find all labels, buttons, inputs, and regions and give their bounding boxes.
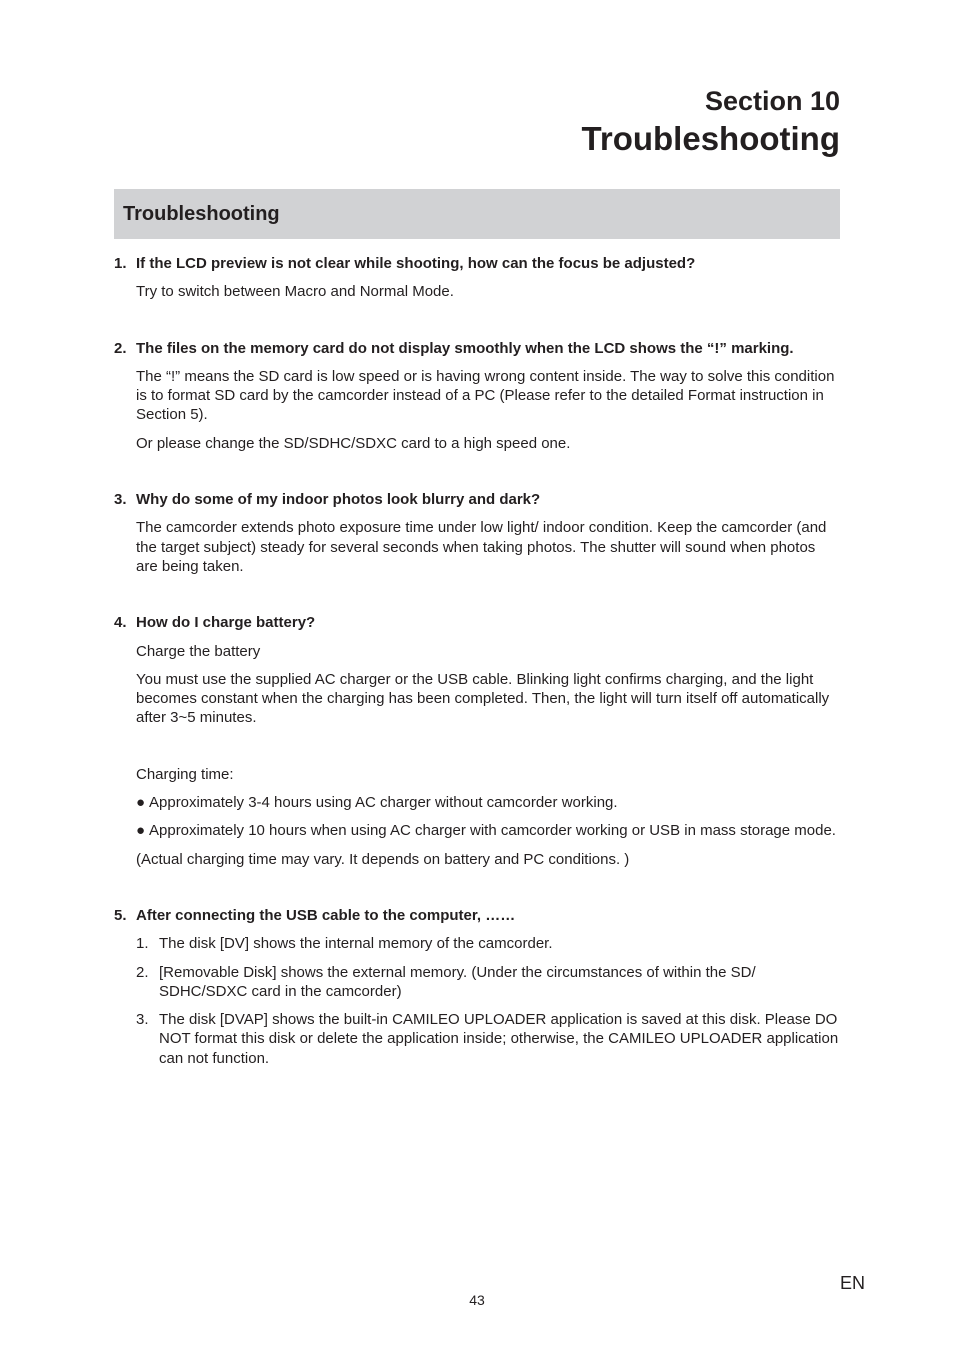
section-title: Troubleshooting [581, 120, 840, 157]
question-text: Why do some of my indoor photos look blurry and dark? [136, 491, 541, 509]
charging-time-label: Charging time: [136, 765, 234, 783]
answer-2-paragraph-1: The “!” means the SD card is low speed or is having wrong content inside. The way to solve this condition is to format SD card by the camcorder instead of a PC (Please refer to the detailed Format instruction in Section 5). [136, 367, 835, 424]
spacer [114, 878, 840, 906]
question-4 [114, 613, 840, 632]
question-text: How do I charge battery? [136, 614, 316, 632]
answer-3: The camcorder extends photo exposure time under low light/ indoor condition. Keep the camcorder (and the target subject) steady for several seconds when taking photos. The shutter will sound when photos are being taken. [136, 519, 827, 575]
answer-1: Try to switch between Macro and Normal Mode. [136, 283, 454, 301]
list-number: 3. [136, 1011, 149, 1029]
answer-4-note: (Actual charging time may vary. It depends on battery and PC conditions. ) [136, 850, 630, 868]
answer-4-paragraph-2: You must use the supplied AC charger or the USB cable. Blinking light confirms charging, and the light becomes constant when the charging has been completed. Then, the light will turn itself off automatically after 3~5 minutes. [136, 670, 830, 727]
question-2 [114, 339, 840, 358]
list-item [136, 934, 840, 953]
list-number: 1. [136, 935, 149, 953]
question-text: After connecting the USB cable to the computer, …… [136, 906, 516, 924]
question-number: 1. [114, 255, 127, 272]
spacer [114, 585, 840, 613]
question-number: 4. [114, 614, 127, 632]
list-number: 2. [136, 963, 149, 981]
question-number: 3. [114, 491, 127, 509]
list-text: The disk [DVAP] shows the built-in CAMILEO UPLOADER application is saved at this disk. Please DO NOT format this disk or delete the application inside; otherwise, the CAMILEO UPLOADER application can not function. [159, 1011, 839, 1067]
list-text: [Removable Disk] shows the external memory. (Under the circumstances of within the SD/ SDHC/SDXC card in the camcorder) [159, 963, 756, 1000]
question-5 [114, 906, 840, 925]
question-number: 5. [114, 906, 127, 924]
spacer [114, 311, 840, 339]
question-number: 2. [114, 339, 127, 357]
question-1 [114, 254, 840, 273]
question-text: The files on the memory card do not display smoothly when the LCD shows the “!” marking. [136, 339, 794, 357]
list-item [136, 963, 840, 1002]
page-number: 43 [469, 1292, 485, 1308]
bullet-item [136, 793, 840, 812]
section-number: Section 10 [704, 86, 840, 116]
list-text: The disk [DV] shows the internal memory of the camcorder. [159, 935, 553, 953]
bullet-text: Approximately 10 hours when using AC charger with camcorder working or USB in mass storage mode. [149, 822, 836, 840]
bullet-icon: ● [136, 822, 146, 840]
faq-content [114, 254, 840, 1077]
bullet-text: Approximately 3-4 hours using AC charger without camcorder working. [149, 794, 618, 812]
language-tag: EN [840, 1273, 866, 1293]
bullet-item [136, 821, 840, 840]
spacer [114, 462, 840, 490]
question-3 [114, 490, 840, 509]
list-item [136, 1010, 840, 1068]
question-text: If the LCD preview is not clear while shooting, how can the focus be adjusted? [136, 255, 696, 272]
spacer [114, 737, 840, 765]
section-header [582, 85, 840, 159]
topic-bar [114, 189, 840, 239]
topic-title: Troubleshooting [123, 202, 280, 225]
answer-2-paragraph-2: Or please change the SD/SDHC/SDXC card to a high speed one. [136, 434, 571, 452]
bullet-icon: ● [136, 794, 146, 812]
answer-4-paragraph-1: Charge the battery [136, 642, 261, 660]
